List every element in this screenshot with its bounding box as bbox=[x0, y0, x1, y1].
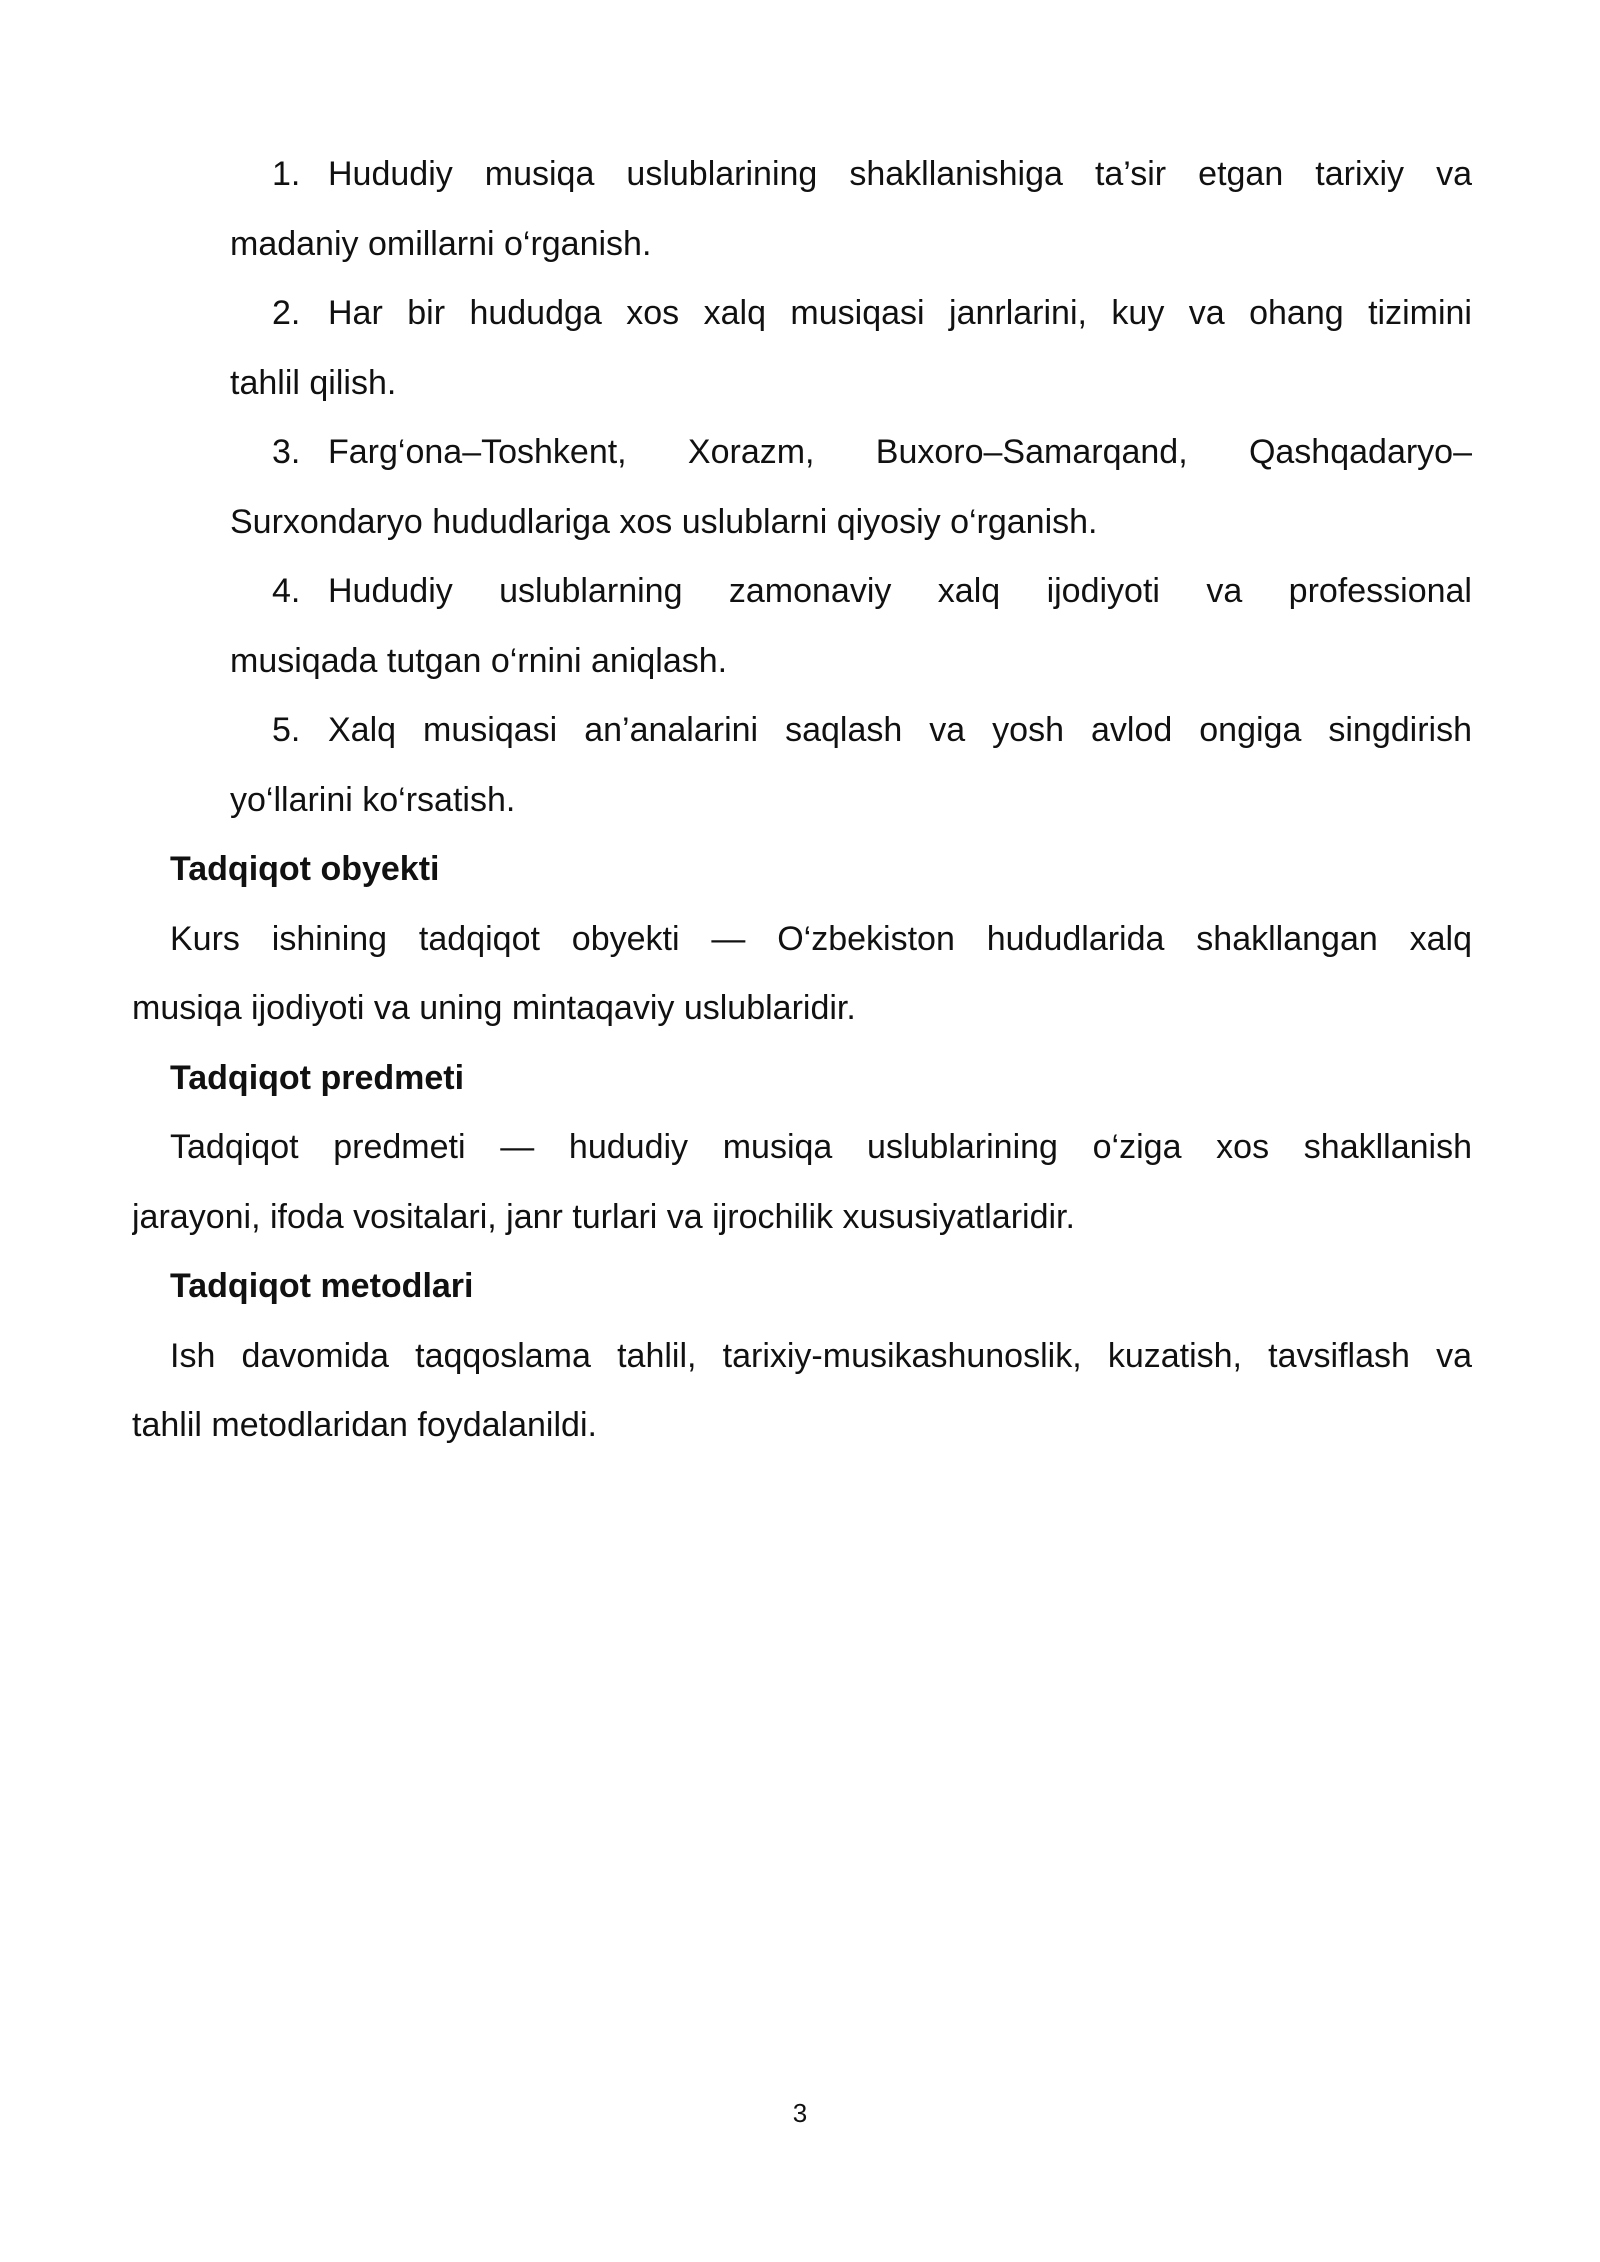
list-item-continuation: Surxondaryo hududlariga xos uslublarni qiyosiy o‘rganish. bbox=[230, 502, 1098, 541]
list-item-text: Farg‘ona–Toshkent, Xorazm, Buxoro–Samarqand, Qashqadaryo– bbox=[328, 433, 1472, 471]
section-research-object bbox=[132, 835, 1472, 1044]
page-number: 3 bbox=[792, 2098, 808, 2128]
section-heading: Tadqiqot predmeti bbox=[170, 1058, 465, 1097]
paragraph-first-line: Ish davomida taqqoslama tahlil, tarixiy-musikashunoslik, kuzatish, tavsiflash va bbox=[170, 1336, 1472, 1375]
list-number: 2. bbox=[272, 294, 301, 332]
list-item bbox=[230, 696, 1472, 835]
paragraph-continuation: jarayoni, ifoda vositalari, janr turlari va ijrochilik xususiyatlaridir. bbox=[132, 1197, 1075, 1236]
list-item-text: Hududiy uslublarning zamonaviy xalq ijodiyoti va professional bbox=[328, 572, 1472, 610]
list-item-first-line bbox=[230, 279, 1472, 349]
section-heading: Tadqiqot obyekti bbox=[170, 850, 440, 888]
list-item bbox=[230, 557, 1472, 696]
list-item-text: Hududiy musiqa uslublarining shakllanishiga ta’sir etgan tarixiy va bbox=[328, 155, 1472, 193]
list-item-text: Xalq musiqasi an’analarini saqlash va yosh avlod ongiga singdirish bbox=[328, 711, 1472, 749]
task-list bbox=[230, 140, 1472, 835]
list-item-first-line bbox=[230, 696, 1472, 766]
list-item-continuation: yo‘llarini ko‘rsatish. bbox=[230, 780, 516, 819]
paragraph-first-line: Kurs ishining tadqiqot obyekti — O‘zbekiston hududlarida shakllangan xalq bbox=[170, 919, 1472, 958]
list-number: 1. bbox=[272, 155, 301, 193]
section-research-methods bbox=[132, 1252, 1472, 1461]
list-item-first-line bbox=[230, 557, 1472, 627]
list-number: 3. bbox=[272, 433, 301, 471]
list-item bbox=[230, 140, 1472, 279]
list-item bbox=[230, 418, 1472, 557]
list-item-first-line bbox=[230, 140, 1472, 210]
list-number: 5. bbox=[272, 711, 301, 749]
section-research-subject bbox=[132, 1044, 1472, 1253]
list-item-continuation: tahlil qilish. bbox=[230, 363, 397, 402]
list-item-continuation: madaniy omillarni o‘rganish. bbox=[230, 224, 652, 263]
paragraph-continuation: tahlil metodlaridan foydalanildi. bbox=[132, 1406, 597, 1444]
paragraph-continuation: musiqa ijodiyoti va uning mintaqaviy uslublaridir. bbox=[132, 989, 856, 1027]
list-item-continuation: musiqada tutgan o‘rnini aniqlash. bbox=[230, 641, 728, 680]
page-content bbox=[132, 140, 1472, 1461]
list-number: 4. bbox=[272, 572, 301, 610]
section-heading: Tadqiqot metodlari bbox=[170, 1267, 474, 1305]
list-item bbox=[230, 279, 1472, 418]
list-item-first-line bbox=[230, 418, 1472, 488]
paragraph-first-line: Tadqiqot predmeti — hududiy musiqa uslublarining o‘ziga xos shakllanish bbox=[170, 1128, 1472, 1166]
list-item-text: Har bir hududga xos xalq musiqasi janrlarini, kuy va ohang tizimini bbox=[328, 294, 1472, 332]
